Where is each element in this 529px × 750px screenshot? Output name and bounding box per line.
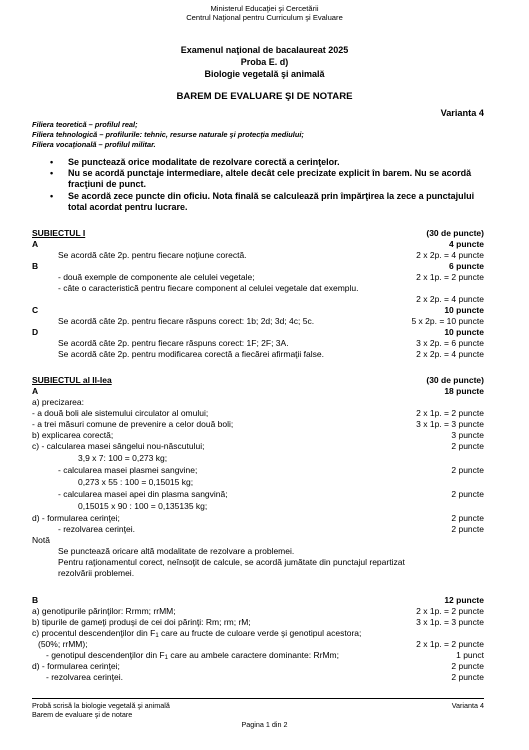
s2-a-line-12: - rezolvarea cerinţei. 2 puncte: [58, 524, 484, 534]
footer-divider: [32, 698, 484, 699]
subject-title: Biologie vegetală şi animală: [204, 69, 325, 79]
bullet-icon: •: [50, 157, 54, 167]
rule-item: • Nu se acordă punctaje intermediare, altele decât cele precizate explicit în barem. Nu se acordă fracţiuni de punct.: [50, 168, 472, 190]
s1-a-header: A 4 puncte: [32, 239, 484, 249]
s1-c-line: Se acordă câte 2p. pentru fiecare răspuns corect: 1b; 2d; 3d; 4c; 5c. 5 x 2p. = 10 puncte: [58, 316, 484, 326]
filiera-3: Filiera vocaţională – profilul militar.: [32, 140, 156, 149]
s1-b-header: B 6 puncte: [32, 261, 484, 271]
s2-a-header: A 18 puncte: [32, 386, 484, 396]
filiera-2: Filiera tehnologică – profilurile: tehnic, resurse naturale şi protecţia mediului;: [32, 130, 304, 139]
variant-label: Varianta 4: [440, 108, 484, 118]
s2-b-line-1: a) genotipurile părinţilor: Rrmm; rrMM; 2 x 1p. = 2 puncte: [32, 606, 484, 616]
s2-b-header: B 12 puncte: [32, 595, 484, 605]
s2-b-line-3: c) procentul descendenţilor din F1 care au fructe de culoare verde şi genotipul acestora;: [32, 628, 362, 639]
s1-b-line-1: - două exemple de componente ale celulei vegetale; 2 x 1p. = 2 puncte: [58, 272, 484, 282]
footer-left-2: Barem de evaluare şi de notare: [32, 710, 133, 719]
s1-d-header: D 10 puncte: [32, 327, 484, 337]
s2-a-line-11: d) - formularea cerinţei; 2 puncte: [32, 513, 484, 523]
s2-a-line-1: a) precizarea:: [32, 397, 84, 407]
s2-b-line-4: (50%; rrMM); 2 x 1p. = 2 puncte: [38, 639, 484, 649]
rule-item: • Se punctează orice modalitate de rezolvare corectă a cerinţelor.: [50, 157, 340, 167]
s2-a-line-2: - a două boli ale sistemului circulator al omului; 2 x 1p. = 2 puncte: [32, 408, 484, 418]
s1-c-header: C 10 puncte: [32, 305, 484, 315]
s2-nota-line-3: rezolvării problemei.: [58, 568, 135, 578]
s2-b-line-7: - rezolvarea cerinţei. 2 puncte: [46, 672, 484, 682]
proba-title: Proba E. d): [240, 57, 289, 67]
section-2-header: SUBIECTUL al II-lea (30 de puncte): [32, 375, 484, 385]
s1-b-line-3: 2 x 2p. = 4 puncte: [416, 294, 484, 304]
s2-nota-line-2: Pentru raţionamentul corect, neînsoţit de calcule, se acordă jumătate din punctajul repartizat: [58, 557, 405, 567]
s2-b-line-6: d) - formularea cerinţei; 2 puncte: [32, 661, 484, 671]
s1-a-line: Se acordă câte 2p. pentru fiecare noţiune corectă. 2 x 2p. = 4 puncte: [58, 250, 484, 260]
bullet-icon: •: [50, 190, 54, 201]
center-name: Centrul Naţional pentru Curriculum şi Evaluare: [186, 13, 343, 22]
s2-a-line-3: - a trei măsuri comune de prevenire a celor două boli; 3 x 1p. = 3 puncte: [32, 419, 484, 429]
filiera-1: Filiera teoretică – profilul real;: [32, 120, 138, 129]
section-1-header: SUBIECTUL I (30 de puncte): [32, 228, 484, 238]
footer-left-1: Probă scrisă la biologie vegetală şi animală: [32, 701, 170, 710]
exam-title: Examenul naţional de bacalaureat 2025: [180, 45, 349, 55]
s2-nota-line-1: Se punctează oricare altă modalitate de rezolvare a problemei.: [58, 546, 295, 556]
s1-b-line-2: - câte o caracteristică pentru fiecare component al celulei vegetale dat exemplu.: [58, 283, 359, 293]
rule-item: • Se acordă zece puncte din oficiu. Nota finală se calculează prin împărţirea la zece a punctajului total acordat pentru lucrare.: [50, 190, 475, 212]
s2-a-line-8: 0,273 x 55 : 100 = 0,15015 kg;: [78, 477, 194, 487]
s2-a-line-5: c) - calcularea masei sângelui nou-născutului; 2 puncte: [32, 441, 484, 451]
s2-a-line-6: 3,9 x 7: 100 = 0,273 kg;: [78, 453, 168, 463]
s2-a-line-9: - calcularea masei apei din plasma sangvină; 2 puncte: [58, 489, 484, 499]
bullet-icon: •: [50, 168, 54, 179]
s2-nota-label: Notă: [32, 535, 50, 545]
page-number: Pagina 1 din 2: [241, 720, 288, 729]
s2-a-line-7: - calcularea masei plasmei sangvine; 2 puncte: [58, 465, 484, 475]
ministry-name: Ministerul Educaţiei şi Cercetării: [210, 4, 319, 13]
s1-d-line-2: Se acordă câte 2p. pentru modificarea corectă a fiecărei afirmaţii false. 2 x 2p. = 4 puncte: [58, 349, 484, 359]
page-title: BAREM DE EVALUARE ŞI DE NOTARE: [176, 91, 353, 102]
s1-d-line-1: Se acordă câte 2p. pentru fiecare răspuns corect: 1F; 2F; 3A. 3 x 2p. = 6 puncte: [58, 338, 484, 348]
s2-a-line-10: 0,15015 x 90 : 100 = 0,135135 kg;: [78, 501, 208, 511]
footer-variant: Varianta 4: [451, 701, 484, 710]
rules-list: [50, 157, 490, 213]
s2-b-line-2: b) tipurile de gameţi produşi de cei doi părinţi: Rm; rm; rM; 3 x 1p. = 3 puncte: [32, 617, 484, 627]
s2-b-line-5: - genotipul descendenţilor din F1 care au ambele caractere dominante: RrMm; 1 punct: [46, 650, 484, 661]
s2-a-line-4: b) explicarea corectă; 3 puncte: [32, 430, 484, 440]
